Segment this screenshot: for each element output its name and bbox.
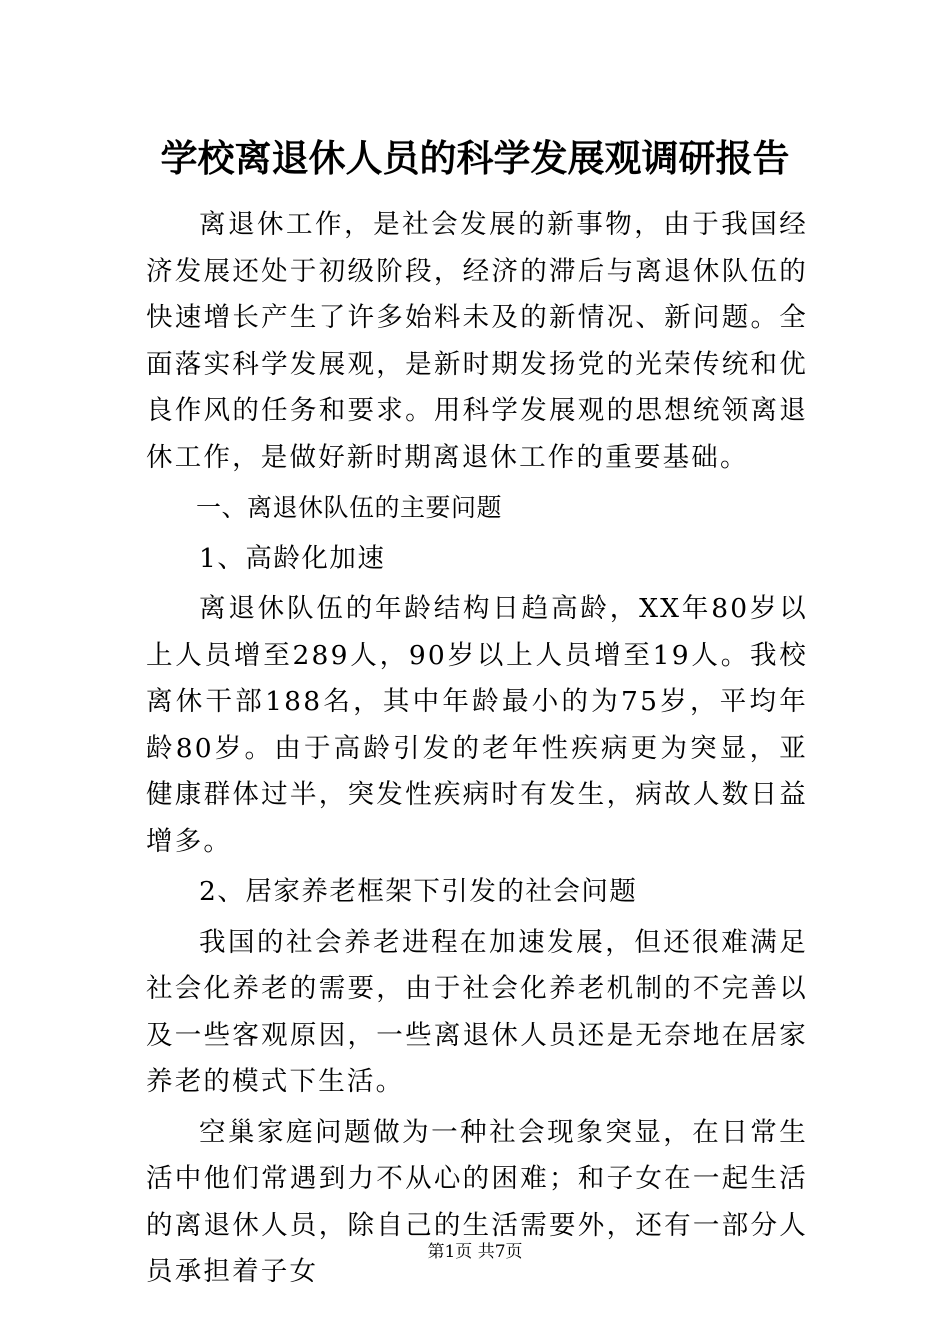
intro-paragraph: 离退休工作，是社会发展的新事物，由于我国经济发展还处于初级阶段，经济的滞后与离退休队伍的快速增长产生了许多始料未及的新情况、新问题。全面落实科学发展观，是新时期发扬党的光荣传统和优良作风的任务和要求。用科学发展观的思想统领离退休工作，是做好新时期离退休工作的重要基础。 — [146, 209, 808, 473]
subsection-heading-1: 1、高龄化加速 — [199, 542, 386, 574]
aging-paragraph: 离退休队伍的年龄结构日趋高龄，XX年80岁以上人员增至289人，90岁以上人员增至19人。我校离休干部188名，其中年龄最小的为75岁，平均年龄80岁。由于高龄引发的老年性疾病更为突显，亚健康群体过半，突发性疾病时有发生，病故人数日益增多。 — [146, 593, 808, 857]
empty-nest-paragraph: 空巢家庭问题做为一种社会现象突显，在日常生活中他们常遇到力不从心的困难；和子女在一起生活的离退休人员，除自己的生活需要外，还有一部分人员承担着子女 — [146, 1116, 808, 1287]
subsection-heading-2: 2、居家养老框架下引发的社会问题 — [199, 876, 638, 907]
home-care-paragraph: 我国的社会养老进程在加速发展，但还很难满足社会化养老的需要，由于社会化养老机制的不完善以及一些客观原因，一些离退休人员还是无奈地在居家养老的模式下生活。 — [146, 926, 808, 1097]
document-body — [146, 202, 808, 1296]
section-heading-1: 一、离退休队伍的主要问题 — [196, 493, 503, 522]
document-title: 学校离退休人员的科学发展观调研报告 — [160, 136, 790, 180]
page-footer: 第1页 共7页 — [427, 1242, 523, 1262]
